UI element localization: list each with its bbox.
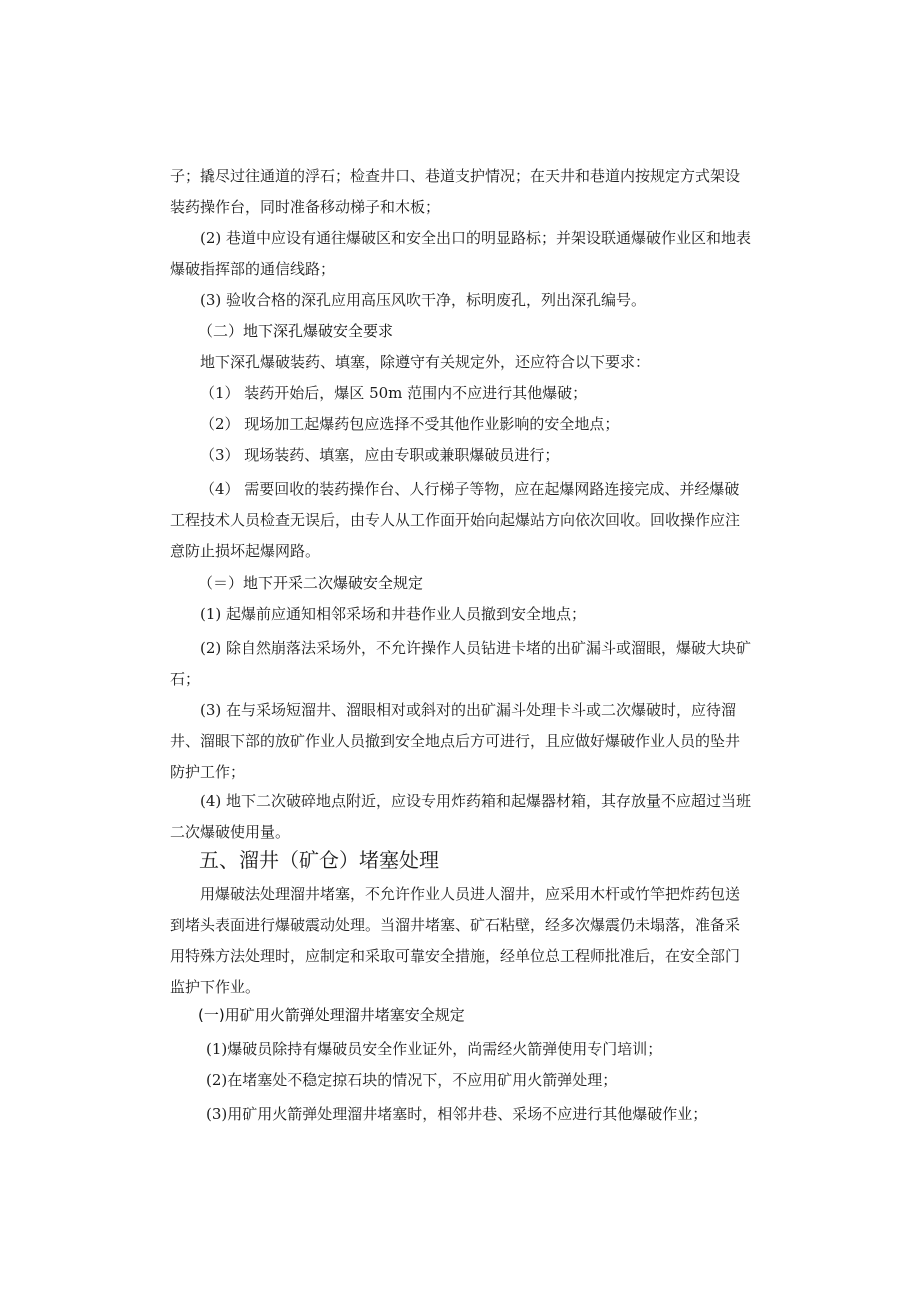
list-item-4-storage-boxes: (4) 地下二次破碎地点附近，应设专用炸药箱和起爆器材箱，其存放量不应超过当班二次爆破使用量。 [170,792,752,841]
list-item-2-unstable-rocks: (2)在堵塞处不稳定掠石块的情况下，不应用矿用火箭弹处理； [206,1071,618,1089]
section-heading-rocket-projectile: (一)用矿用火箭弹处理溜井堵塞安全规定 [198,1006,465,1024]
list-item-3-no-other-blasting: (3)用矿用火箭弹处理溜井堵塞时，相邻井巷、采场不应进行其他爆破作业； [206,1105,708,1123]
list-item-2-tunnel-signs: (2) 巷道中应设有通往爆破区和安全出口的明显路标；并架设联通爆破作业区和地表爆破指挥部的通信线路； [170,229,752,278]
list-item-3-hole-cleaning: (3) 验收合格的深孔应用高压风吹干净，标明废孔，列出深孔编号。 [200,291,647,309]
list-item-2-no-entering: (2) 除自然崩落法采场外，不允许操作人员钻进卡堵的出矿漏斗或溜眼，爆破大块矿石； [170,639,752,688]
list-item-2-primer-location: （2） 现场加工起爆药包应选择不受其他作业影响的安全地点； [200,415,620,433]
chapter-heading-chute-blockage: 五、溜井（矿仓）堵塞处理 [199,848,439,872]
paragraph-continuation: 子；撬尽过往通道的浮石；检查井口、巷道支护情况；在天井和巷道内按规定方式架设装药操作台，同时准备移动梯子和木板； [170,167,741,216]
list-item-1-notify-evacuate: (1) 起爆前应通知相邻采场和井巷作业人员撤到安全地点； [200,605,587,623]
list-item-1-training: (1)爆破员除持有爆破员安全作业证外，尚需经火箭弹使用专门培训； [206,1040,663,1058]
section-heading-secondary-blasting: （＝）地下开采二次爆破安全规定 [198,574,424,592]
intro-paragraph-deep-hole: 地下深孔爆破装药、填塞，除遵守有关规定外，还应符合以下要求： [200,353,651,371]
list-item-3-charging-staff: （3） 现场装药、填塞，应由专职或兼职爆破员进行； [200,446,560,464]
list-item-1-charging-start: （1） 装药开始后，爆区 50m 范围内不应进行其他爆破； [200,384,588,402]
section-heading-deep-hole-safety: （二）地下深孔爆破安全要求 [198,322,394,340]
paragraph-chute-blockage: 用爆破法处理溜井堵塞，不允许作业人员进人溜井，应采用木杆或竹竿把炸药包送到堵头表面进行爆破震动处理。当溜井堵塞、矿石粘壁，经多次爆震仍未塌落，准备采用特殊方法处理时，应制定和采取可靠安全措施，经单位总工程师批准后，在安全部门监护下作业。 [170,885,741,996]
list-item-4-recovery: （4） 需要回收的装药操作台、人行梯子等物，应在起爆网路连接完成、并经爆破工程技术人员检查无误后，由专人从工作面开始向起爆站方向依次回收。回收操作应注意防止损坏起爆网路。 [170,480,741,560]
list-item-3-chute-handling: (3) 在与采场短溜井、溜眼相对或斜对的出矿漏斗处理卡斗或二次爆破时，应待溜井、溜眼下部的放矿作业人员撤到安全地点后方可进行，且应做好爆破作业人员的坠井防护工作； [170,701,741,781]
